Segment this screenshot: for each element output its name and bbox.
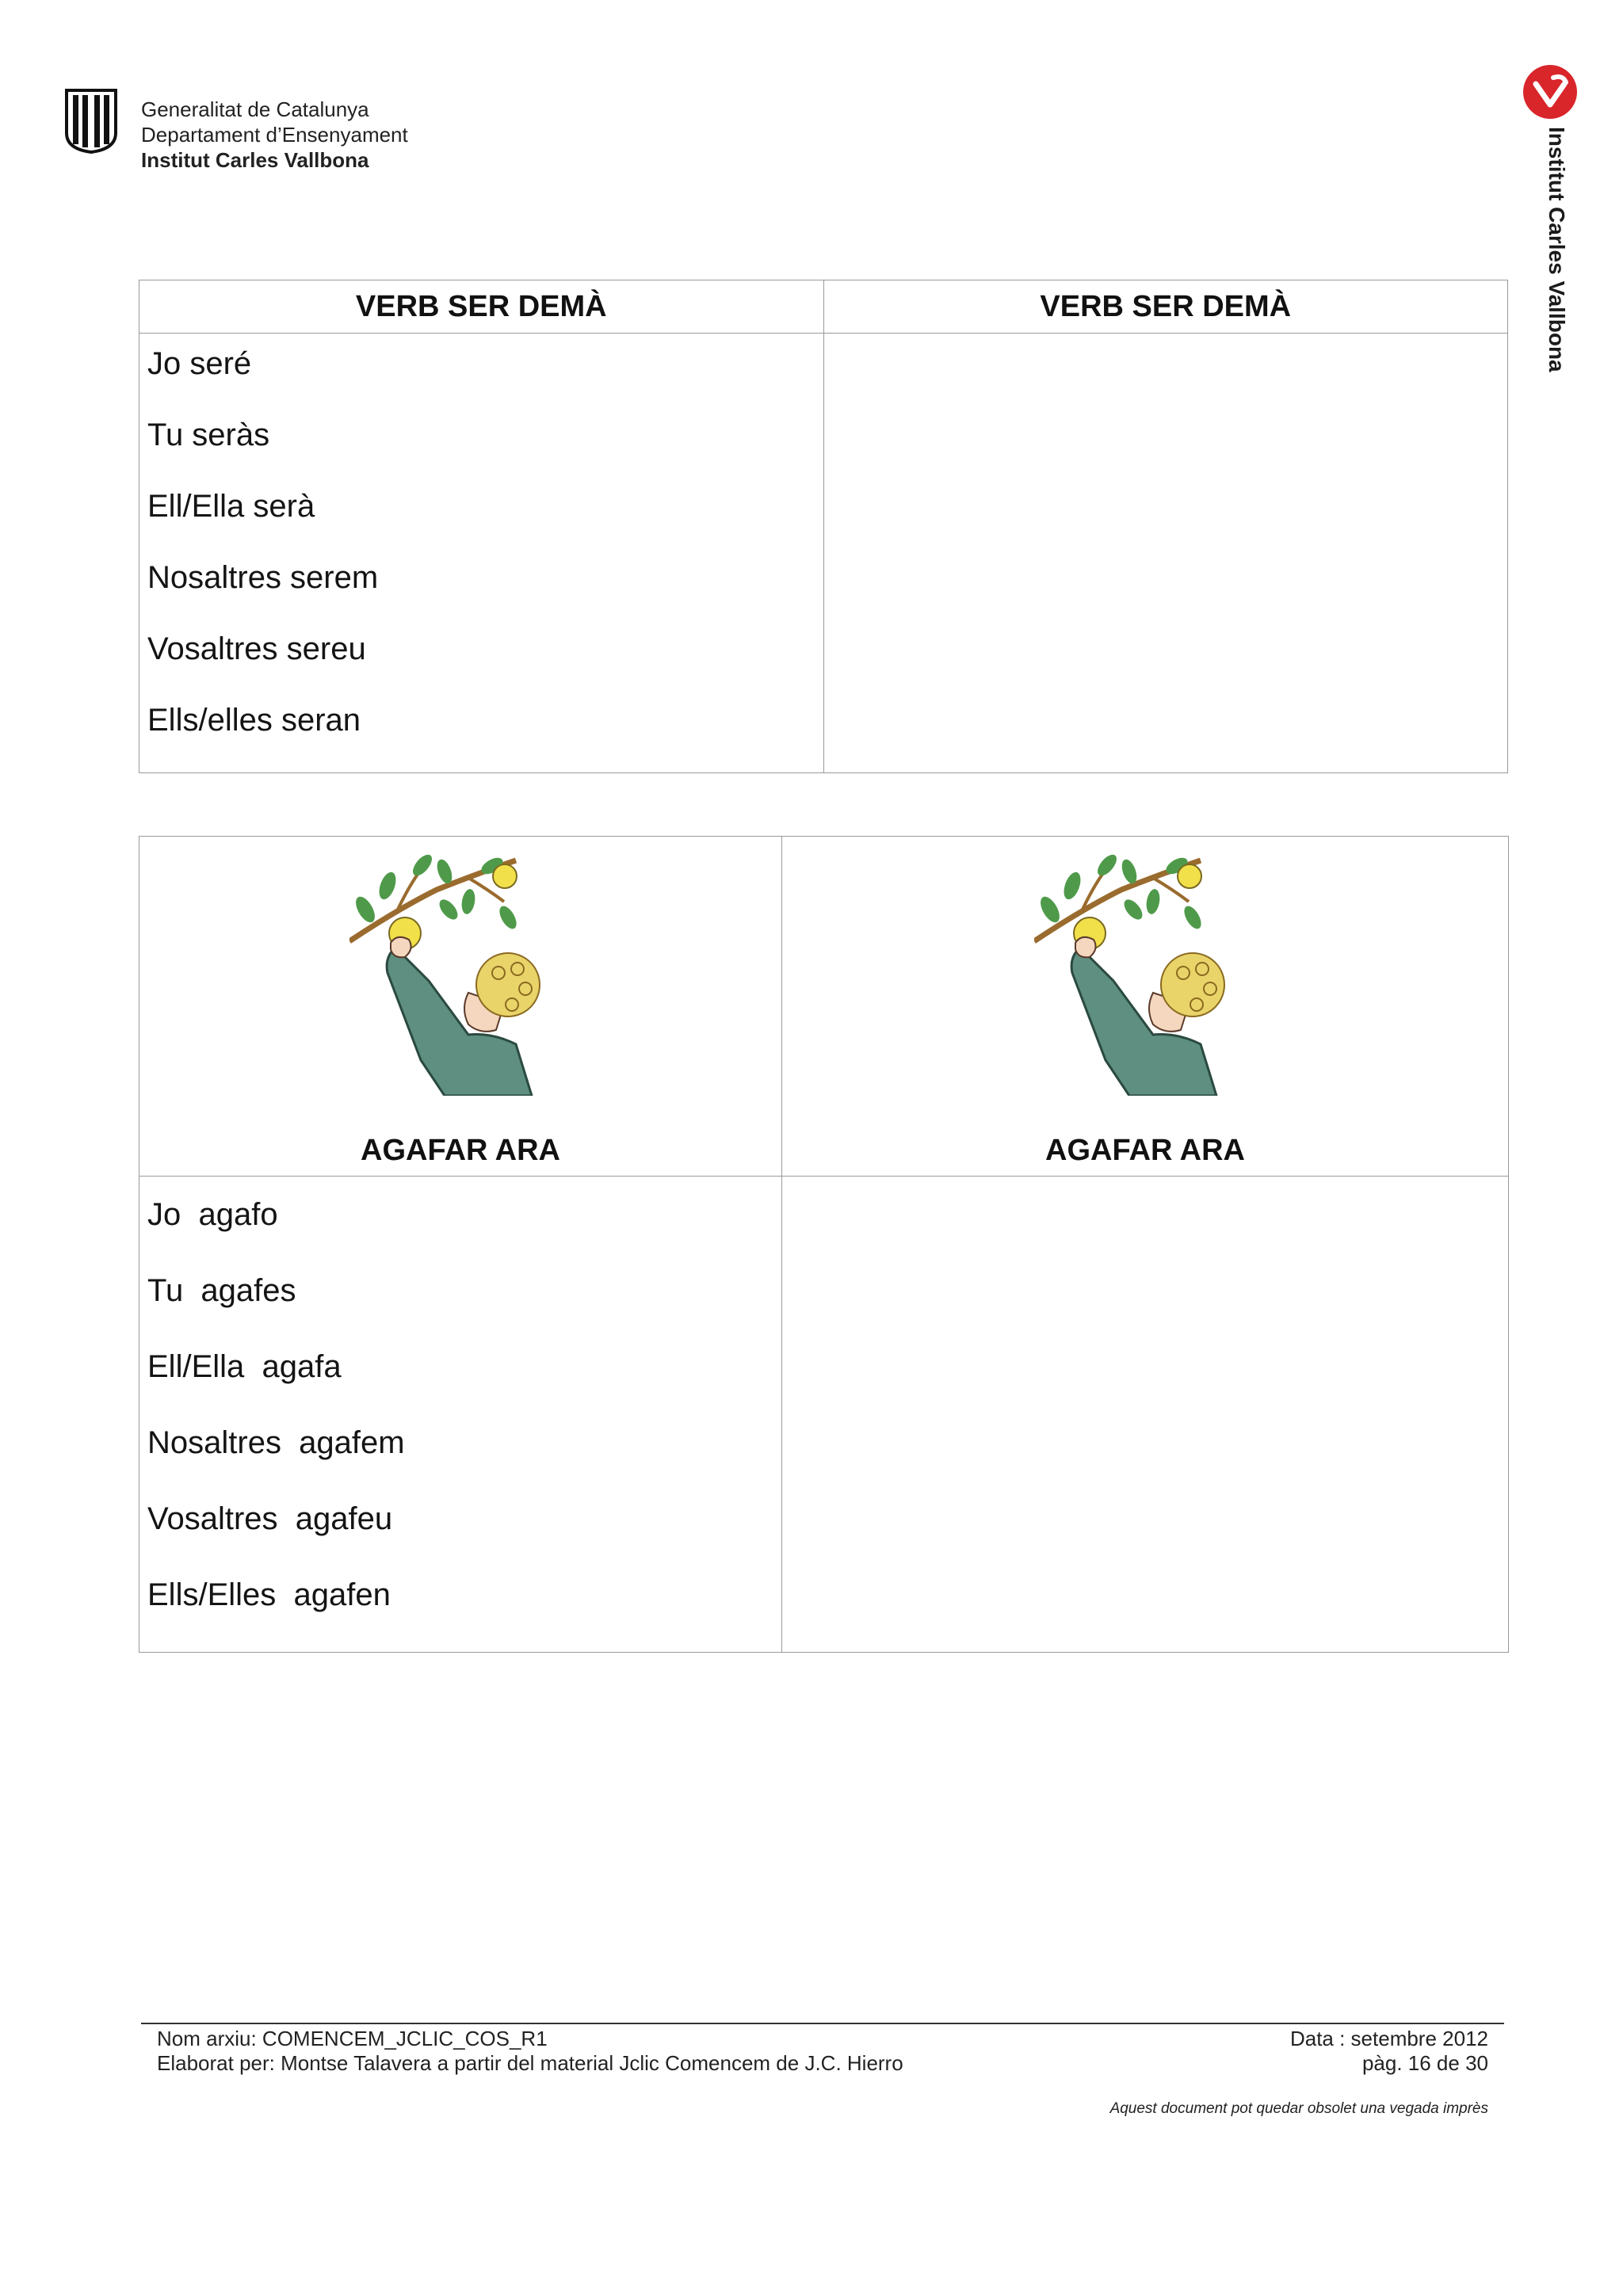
table1-conjugation-cell — [139, 334, 824, 773]
table2-header-left — [139, 837, 782, 1177]
list-item: Ells/elles seran — [147, 703, 361, 738]
list-item: Jo seré — [147, 346, 252, 381]
verb-ser-table — [139, 280, 1508, 773]
header-institute: Institut Carles Vallbona — [141, 148, 369, 172]
list-item: Ell/Ella agafa — [147, 1349, 342, 1384]
institute-side-text: Institut Carles Vallbona — [1545, 127, 1569, 372]
list-item: Vosaltres agafeu — [147, 1501, 393, 1536]
footer-divider — [141, 2023, 1504, 2024]
footer-left — [157, 2027, 903, 2076]
list-item: Ell/Ella serà — [147, 489, 315, 524]
boy-picking-apple-icon — [1034, 854, 1256, 1096]
institute-logo-icon — [1522, 63, 1579, 120]
footer-file-name: Nom arxiu: COMENCEM_JCLIC_COS_R1 — [157, 2027, 548, 2050]
header-institution — [141, 97, 408, 173]
list-item: Vosaltres sereu — [147, 631, 366, 666]
table2-header-right-label: AGAFAR ARA — [1045, 1134, 1245, 1167]
footer-author: Elaborat per: Montse Talavera a partir del material Jclic Comencem de J.C. Hierro — [157, 2051, 903, 2075]
header-generalitat: Generalitat de Catalunya — [141, 97, 369, 121]
list-item: Jo agafo — [147, 1197, 278, 1232]
table2-header-left-label: AGAFAR ARA — [361, 1134, 560, 1167]
list-item: Nosaltres serem — [147, 560, 379, 595]
list-item: Ells/Elles agafen — [147, 1577, 391, 1612]
footer-page-number: pàg. 16 de 30 — [1361, 2051, 1488, 2075]
table2-conjugation-list — [139, 1177, 781, 1614]
list-item: Tu seràs — [147, 418, 270, 452]
table1-empty-cell — [823, 334, 1508, 773]
table2-conjugation-cell — [139, 1177, 782, 1653]
table1-header-right: VERB SER DEMÀ — [823, 280, 1508, 334]
table2-empty-cell — [782, 1177, 1509, 1653]
table2-header-right — [782, 837, 1509, 1177]
list-item: Nosaltres agafem — [147, 1425, 405, 1460]
generalitat-logo-icon — [62, 87, 120, 154]
header-department: Departament d’Ensenyament — [141, 123, 408, 147]
list-item: Tu agafes — [147, 1273, 296, 1308]
table1-header-left: VERB SER DEMÀ — [139, 280, 824, 334]
institute-vertical-label — [1536, 127, 1577, 380]
footer-date: Data : setembre 2012 — [1289, 2027, 1488, 2050]
footer-disclaimer: Aquest document pot quedar obsolet una vegada imprès — [1109, 2100, 1488, 2117]
table1-conjugation-list — [139, 334, 823, 739]
boy-picking-apple-icon — [349, 854, 571, 1096]
footer-right — [1290, 2027, 1488, 2076]
agafar-table — [139, 836, 1509, 1653]
